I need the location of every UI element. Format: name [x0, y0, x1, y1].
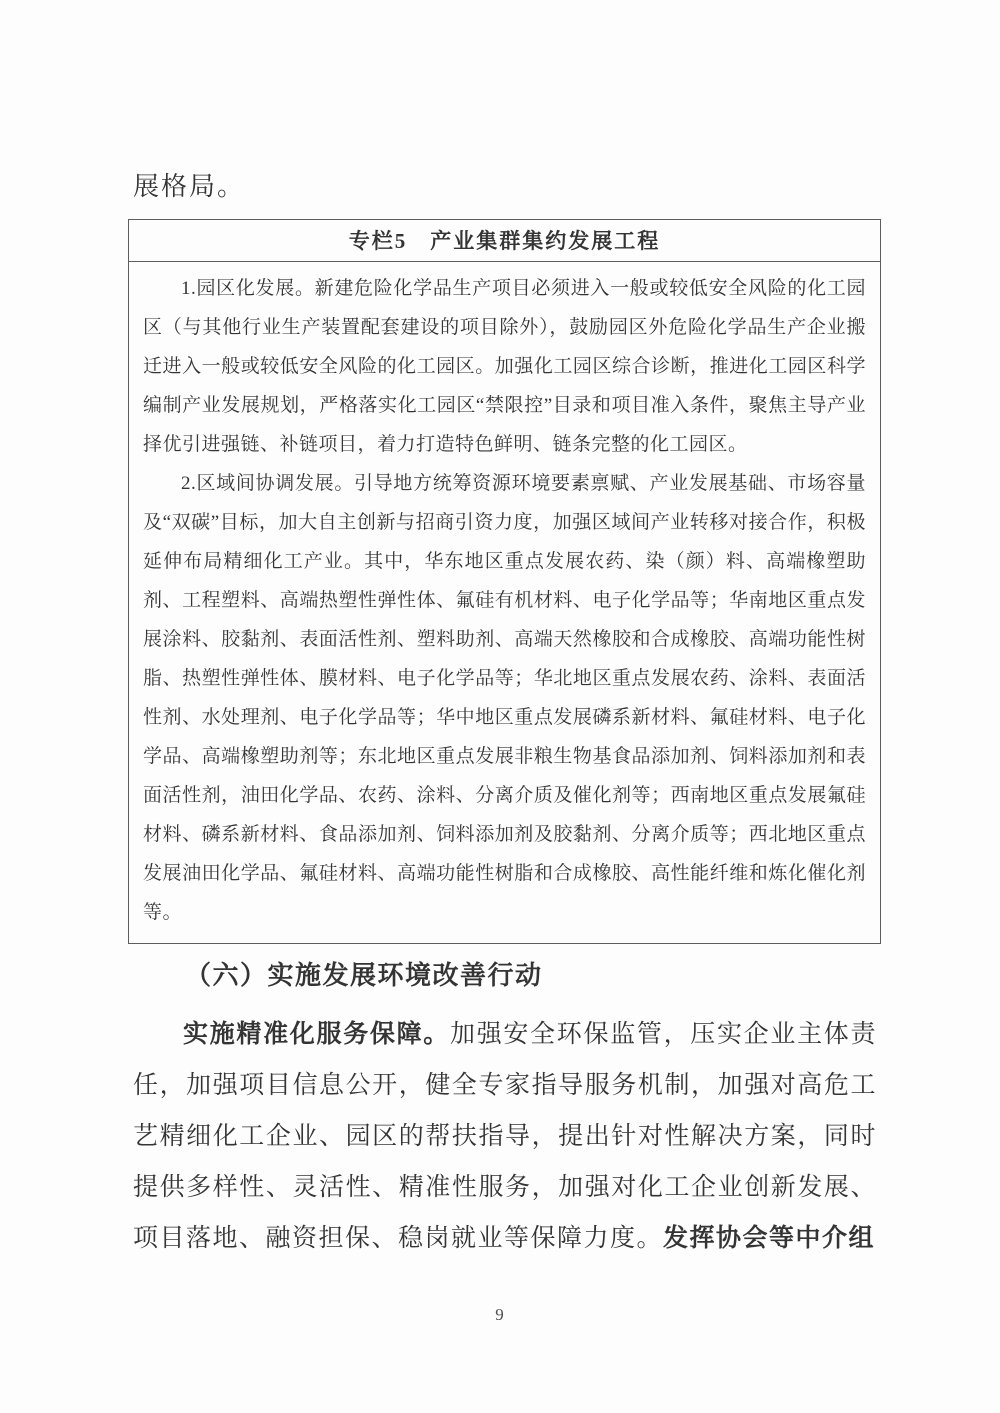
page-number: 9 [495, 1305, 505, 1324]
paragraph-lead-bold: 实施精准化服务保障。 [183, 1021, 450, 1048]
box-paragraph-1: 1.园区化发展。新建危险化学品生产项目必须进入一般或较低安全风险的化工园区（与其他行业生产装置配套建设的项目除外），鼓励园区外危险化学品生产企业搬迁进入一般或较低安全风险的化工园区。加强化工园区综合诊断，推进化工园区科学编制产业发展规划，严格落实化工园区“禁限控”目录和项目准入条件，聚焦主导产业择优引进强链、补链项目，着力打造特色鲜明、链条完整的化工园区。 [143, 278, 866, 455]
intro-text: 展格局。 [133, 172, 246, 201]
body-paragraph [133, 1009, 877, 1264]
paragraph-body: 加强安全环保监管，压实企业主体责任，加强项目信息公开，健全专家指导服务机制，加强对高危工艺精细化工企业、园区的帮扶指导，提出针对性解决方案，同时提供多样性、灵活性、精准性服务，加强对化工企业创新发展、项目落地、融资担保、稳岗就业等保障力度。 [133, 1021, 877, 1252]
box-body [129, 262, 880, 943]
box-title: 专栏5 产业集群集约发展工程 [129, 220, 880, 262]
paragraph-tail-bold: 发挥协会等中介组 [663, 1225, 876, 1252]
box-paragraph-2: 2.区域间协调发展。引导地方统筹资源环境要素禀赋、产业发展基础、市场容量及“双碳”目标，加大自主创新与招商引资力度，加强区域间产业转移对接合作，积极延伸布局精细化工产业。其中，华东地区重点发展农药、染（颜）料、高端橡塑助剂、工程塑料、高端热塑性弹性体、氟硅有机材料、电子化学品等；华南地区重点发展涂料、胶黏剂、表面活性剂、塑料助剂、高端天然橡胶和合成橡胶、高端功能性树脂、热塑性弹性体、膜材料、电子化学品等；华北地区重点发展农药、涂料、表面活性剂、水处理剂、电子化学品等；华中地区重点发展磷系新材料、氟硅材料、电子化学品、高端橡塑助剂等；东北地区重点发展非粮生物基食品添加剂、饲料添加剂和表面活性剂，油田化学品、农药、涂料、分离介质及催化剂等；西南地区重点发展氟硅材料、磷系新材料、食品添加剂、饲料添加剂及胶黏剂、分离介质等；西北地区重点发展油田化学品、氟硅材料、高端功能性树脂和合成橡胶、高性能纤维和炼化催化剂等。 [143, 473, 866, 923]
special-column-box [128, 219, 881, 944]
section-heading: （六）实施发展环境改善行动 [185, 961, 543, 990]
